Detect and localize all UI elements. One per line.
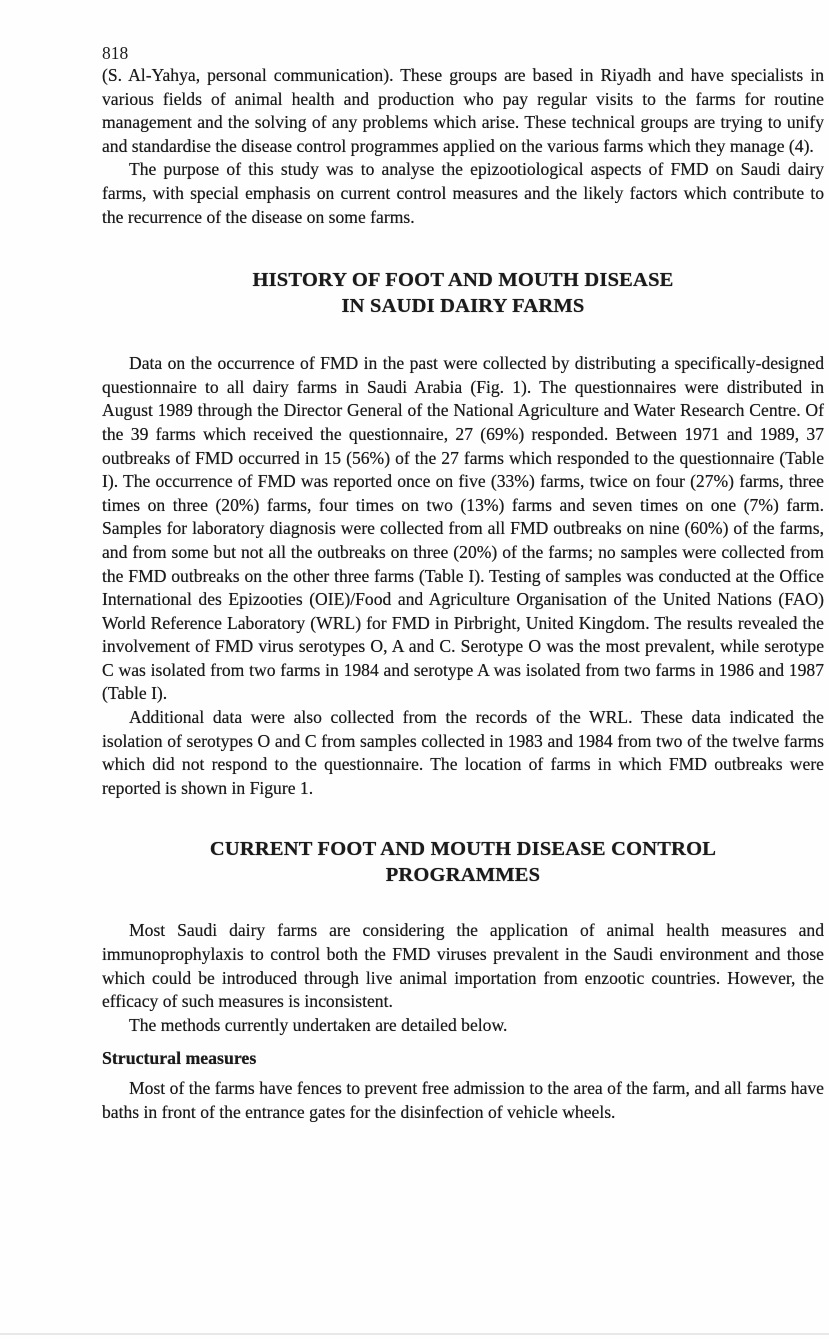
structural-measures-subheading: Structural measures (102, 1048, 257, 1069)
history-paragraph-2: Additional data were also collected from the records of the WRL. These data indicated the isolation of serotypes O and C from samples collected in 1983 and 1984 from two of the twelve farms which did not respond to the questionnaire. The location of farms in which FMD outbreaks were reported is shown in Figure 1. (102, 707, 824, 798)
study-purpose-paragraph: The purpose of this study was to analyse the epizootiological aspects of FMD on Saudi dairy farms, with special emphasis on current control measures and the likely factors which contribute to the recurrence of the disease on some farms. (102, 159, 824, 227)
control-section-heading (102, 837, 824, 888)
control-heading-line-1: CURRENT FOOT AND MOUTH DISEASE CONTROL (209, 838, 717, 861)
history-section-heading (102, 268, 824, 319)
scan-bottom-edge-shadow (0, 1333, 829, 1335)
text-column (102, 0, 824, 1125)
page-number: 818 (102, 43, 129, 63)
history-paragraph-1: Data on the occurrence of FMD in the past were collected by distributing a specifically-designed questionnaire to all dairy farms in Saudi Arabia (Fig. 1). The questionnaires were distributed in August 1989 through the Director General of the National Agriculture and Water Research Centre. Of the 39 farms which received the questionnaire, 27 (69%) responded. Between 1971 and 1989, 37 outbreaks of FMD occurred in 15 (56%) of the 27 farms which responded to the questionnaire (Table I). The occurrence of FMD was reported once on five (33%) farms, twice on four (27%) farms, three times on three (20%) farms, four times on two (13%) farms and seven times on one (7%) farm. Samples for laboratory diagnosis were collected from all FMD outbreaks on nine (60%) of the farms, and from some but not all the outbreaks on three (20%) of the farms; no samples were collected from the FMD outbreaks on the other three farms (Table I). Testing of samples was conducted at the Office International des Epizooties (OIE)/Food and Agriculture Organisation of the United Nations (FAO) World Reference Laboratory (WRL) for FMD in Pirbright, United Kingdom. The results revealed the involvement of FMD virus serotypes O, A and C. Serotype O was the most prevalent, while serotype C was isolated from two farms in 1984 and serotype A was isolated from two farms in 1986 and 1987 (Table I). (102, 353, 824, 704)
control-paragraph-2: The methods currently undertaken are detailed below. (129, 1014, 508, 1035)
structural-measures-paragraph: Most of the farms have fences to prevent free admission to the area of the farm, and all farms have baths in front of the entrance gates for the disinfection of vehicle wheels. (102, 1078, 824, 1122)
history-heading-line-1: HISTORY OF FOOT AND MOUTH DISEASE (252, 269, 674, 292)
intro-continuation-paragraph: (S. Al-Yahya, personal communication). These groups are based in Riyadh and have specialists in various fields of animal health and production who pay regular visits to the farms for routine management and the solving of any problems which arise. These technical groups are trying to unify and standardise the disease control programmes applied on the various farms which they manage (4). (102, 65, 824, 156)
control-heading-line-2: PROGRAMMES (385, 863, 541, 886)
control-paragraph-1: Most Saudi dairy farms are considering the application of animal health measures and immunoprophylaxis to control both the FMD viruses prevalent in the Saudi environment and those which could be introduced through live animal importation from enzootic countries. However, the efficacy of such measures is inconsistent. (102, 920, 824, 1012)
history-heading-line-2: IN SAUDI DAIRY FARMS (341, 294, 585, 317)
